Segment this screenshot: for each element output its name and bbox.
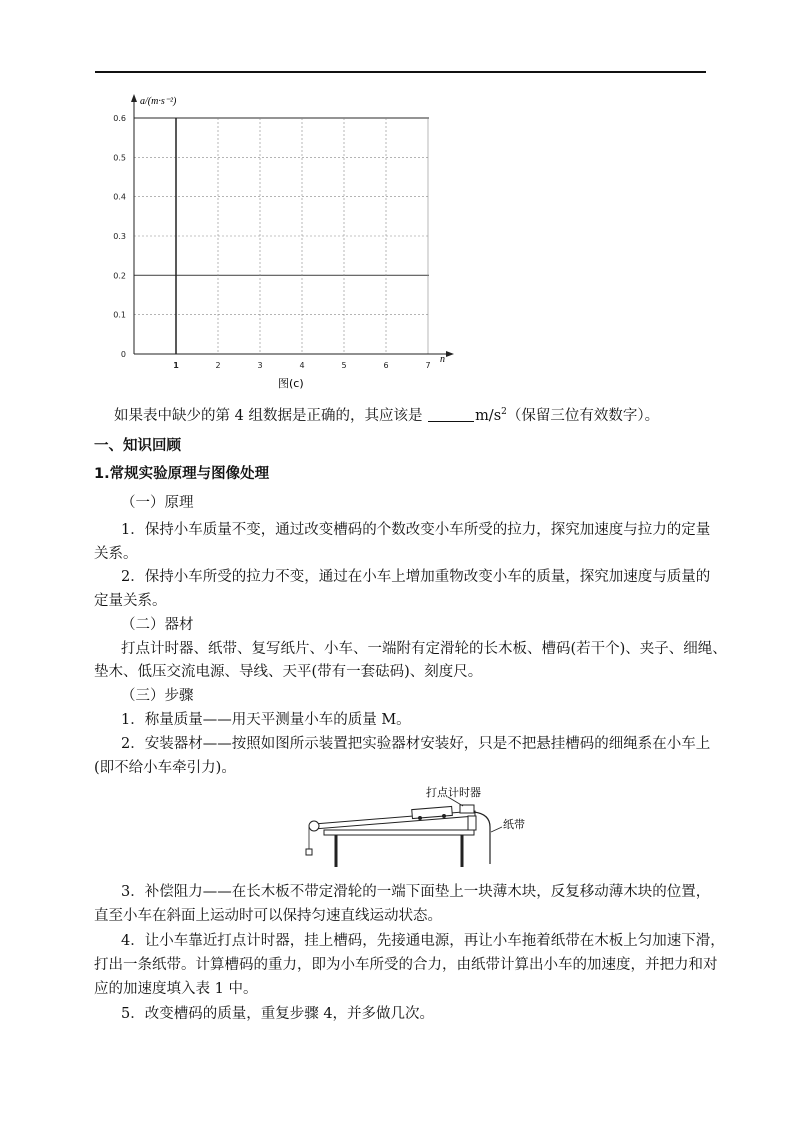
- header-rule: [95, 71, 706, 73]
- equipment-line-2: 垫木、低压交流电源、导线、天平(带有一套砝码)、刻度尺。: [94, 664, 483, 680]
- answer-blank[interactable]: [428, 407, 474, 422]
- y-tick-label: 0.4: [113, 192, 126, 202]
- step-4-line-2: 打出一条纸带。计算槽码的重力，即为小车所受的合力，由纸带计算出小车的加速度，并把力和对: [94, 957, 718, 973]
- principle-2-line-2: 定量关系。: [94, 593, 167, 609]
- y-axis-label: a/(m·s⁻²): [140, 96, 177, 107]
- step-2-line-2: (即不给小车牵引力)。: [94, 760, 236, 776]
- step-3-line-1: 3．补偿阻力——在长木板不带定滑轮的一端下面垫上一块薄木块，反复移动薄木块的位置，: [121, 884, 711, 900]
- y-tick-label: 0.6: [113, 114, 126, 123]
- tape-label: 纸带: [503, 818, 525, 831]
- chart: [100, 88, 470, 398]
- steps-heading: （三）步骤: [121, 688, 194, 704]
- y-tick-label: 0.1: [113, 310, 126, 320]
- x-tick-label: 5: [341, 361, 347, 370]
- step-5: 5．改变槽码的质量，重复步骤 4，并多做几次。: [121, 1006, 435, 1022]
- chart-axes: [131, 94, 454, 357]
- question-text: 如果表中缺少的第 4 组数据是正确的，其应该是: [114, 407, 428, 424]
- cart-wheel: [442, 814, 446, 818]
- pulley: [309, 821, 319, 831]
- question-unit-exponent: 2: [501, 407, 507, 417]
- question-line: [114, 402, 659, 426]
- question-note: （保留三位有效数字）。: [506, 407, 660, 424]
- x-tick-label: 2: [215, 361, 221, 370]
- section-heading: 一、知识回顾: [94, 438, 181, 454]
- timer-block: [460, 805, 474, 813]
- chart-caption: 图(c): [278, 377, 304, 390]
- principle-1-line-1: 1．保持小车质量不变，通过改变槽码的个数改变小车所受的拉力，探究加速度与拉力的定量: [121, 522, 711, 538]
- step-4-line-3: 应的加速度填入表 1 中。: [94, 981, 258, 997]
- y-tick-label: 0: [120, 350, 126, 359]
- x-axis-label: n: [440, 354, 445, 365]
- step-4-line-1: 4．让小车靠近打点计时器，挂上槽码，先接通电源，再让小车拖着纸带在木板上匀加速下滑，: [121, 933, 725, 949]
- equipment-line-1: 打点计时器、纸带、复写纸片、小车、一端附有定滑轮的长木板、槽码(若干个)、夹子、细绳、: [121, 641, 727, 657]
- table-top: [324, 830, 474, 835]
- hook-weight: [306, 849, 312, 855]
- step-2-line-1: 2．安装器材——按照如图所示装置把实验器材安装好，只是不把悬挂槽码的细绳系在小车上: [121, 736, 711, 752]
- question-unit: m/s: [475, 407, 502, 424]
- x-tick-label: 4: [299, 361, 305, 370]
- x-tick-label: 7: [425, 361, 431, 370]
- step-1: 1．称量质量——用天平测量小车的质量 M。: [121, 712, 411, 728]
- y-tick-label: 0.5: [113, 153, 126, 163]
- x-tick-label: 6: [383, 361, 389, 370]
- chart-grid: [134, 118, 429, 354]
- equipment-heading: （二）器材: [121, 617, 194, 633]
- principle-2-line-1: 2．保持小车所受的拉力不变，通过在小车上增加重物改变小车的质量，探究加速度与质量的: [121, 569, 711, 585]
- y-tick-label: 0.3: [113, 232, 126, 241]
- principle-heading: （一）原理: [121, 495, 194, 511]
- step-3-line-2: 直至小车在斜面上运动时可以保持匀速直线运动状态。: [94, 908, 442, 924]
- x-axis-arrow: [446, 351, 454, 357]
- y-tick-label: 0.2: [113, 271, 126, 281]
- wood-block: [468, 816, 476, 830]
- principle-1-line-2: 关系。: [94, 546, 138, 562]
- chart-ticks: [113, 114, 430, 370]
- x-tick-label: 1: [173, 361, 179, 370]
- cart-wheel: [418, 816, 422, 820]
- tape-pointer: [491, 827, 502, 832]
- y-axis-arrow: [131, 94, 137, 102]
- x-tick-label: 3: [257, 361, 263, 370]
- subsection-heading: 1.常规实验原理与图像处理: [94, 466, 270, 482]
- timer-label: 打点计时器: [426, 786, 481, 799]
- apparatus-figure: [300, 782, 530, 877]
